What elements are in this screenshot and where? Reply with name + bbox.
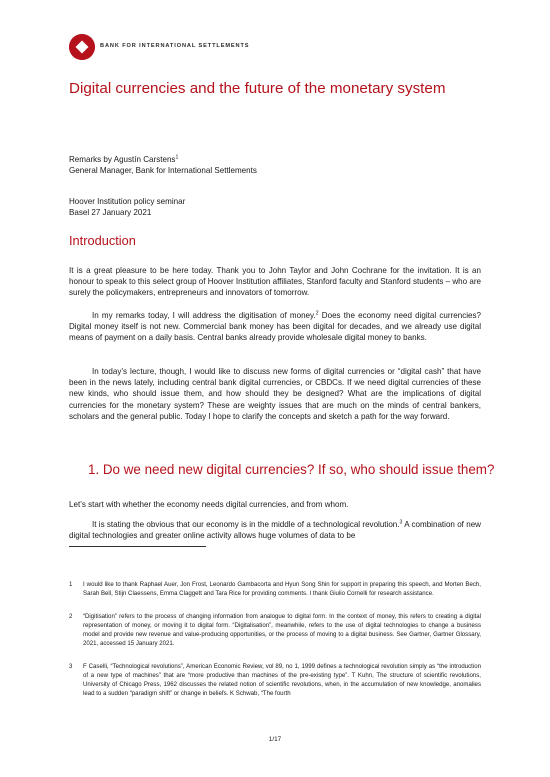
footnote-number: 1 (69, 581, 73, 588)
event-name: Hoover Institution policy seminar (69, 197, 186, 206)
footnote-text: F Caselli, “Technological revolutions”, American Economic Review, vol 89, no 1, 1999 defines a technological revolution simply as “the introduction of a new type of machines” that are “more productive than machines of the pre-existing type”. T Kuhn, The structure of scientific revolutions, University of Chicago Press, 1962 discusses the related notion of scientific revolutions, when, in the accumulation of new knowledge, anomalies lead to a sudden “paradigm shift” or change in beliefs. K Schwab, “The fourth (83, 663, 481, 698)
byline-role: General Manager, Bank for International Settlements (69, 166, 257, 175)
org-name: BANK FOR INTERNATIONAL SETTLEMENTS (100, 43, 250, 49)
footnote-text: “Digitisation” refers to the process of changing information from analogue to digital form. In the context of money, this refers to creating a digital representation of money, or moving it to digital form. “Digitalisation”, meanwhile, refers to the use of digital technologies to change a business model and provide new revenue and value-producing opportunities, or the process of moving to a digital business. See Gartner, Gartner Glossary, 2021, accessed 15 January 2021. (83, 613, 481, 648)
section-paragraph-2: It is stating the obvious that our economy is in the middle of a technological revolution.$^3$ A combination of new digital technologies and greater online activity allows huge volumes of data to be (69, 519, 481, 541)
section-heading: 1. Do we need new digital currencies? If so, who should issue them? (88, 462, 495, 477)
page-number: 1/17 (268, 736, 282, 743)
document-title: Digital currencies and the future of the monetary system (69, 80, 446, 97)
intro-paragraph-2: In my remarks today, I will address the digitisation of money.$^2$ Does the economy need digital currencies? Digital money itself is not new. Commercial bank money has been digital for decades, and we already use digital means of payment on a daily basis. Central banks already provide wholesale digital money to banks. (69, 310, 481, 343)
intro-paragraph-3: In today’s lecture, though, I would like to discuss new forms of digital currencies or “digital cash” that have been in the news lately, including central bank digital currencies, or CBDCs. If we need digital currencies of these new kinds, who should issue them, and how should they be designed? What are the implications of digital currencies for the monetary system? These are weighty issues that are much on the minds of central bankers, scholars and the general public. Today I hope to clarify the concepts and sketch a path for the way forward. (69, 367, 481, 421)
footnote-number: 3 (69, 663, 73, 670)
section-paragraph-1: Let’s start with whether the economy needs digital currencies, and from whom. (69, 500, 349, 509)
footnote-text: I would like to thank Raphael Auer, Jon Frost, Leonardo Gambacorta and Hyun Song Shin for support in preparing this speech, and Morten Bech, Sarah Bell, Stijn Claessens, Emma Claggett and Tara Rice for providing comments. I thank Giulio Cornelli for research assistance. (83, 581, 481, 598)
footnote (69, 662, 481, 698)
footnote-number: 2 (69, 613, 73, 620)
footnote-ref[interactable]: 2 (315, 310, 319, 317)
event-place-date: Basel 27 January 2021 (69, 208, 152, 217)
footnote-ref[interactable]: 1 (175, 154, 179, 161)
intro-heading: Introduction (69, 233, 136, 248)
intro-paragraph-1: It is a great pleasure to be here today. Thank you to John Taylor and John Cochrane for the invitation. It is an honour to speak to this select group of Hoover Institution affiliates, Stanford faculty and Stanford students – who are surely the policymakers, entrepreneurs and innovators of tomorrow. (69, 266, 481, 298)
byline-remarks: Remarks by Agustín Carstens$^1$ (69, 154, 179, 164)
footnote (69, 580, 481, 598)
footnote-divider (69, 546, 206, 547)
footnote-ref[interactable]: 3 (399, 519, 403, 526)
footnote (69, 612, 481, 648)
bis-logo-icon (69, 34, 95, 60)
